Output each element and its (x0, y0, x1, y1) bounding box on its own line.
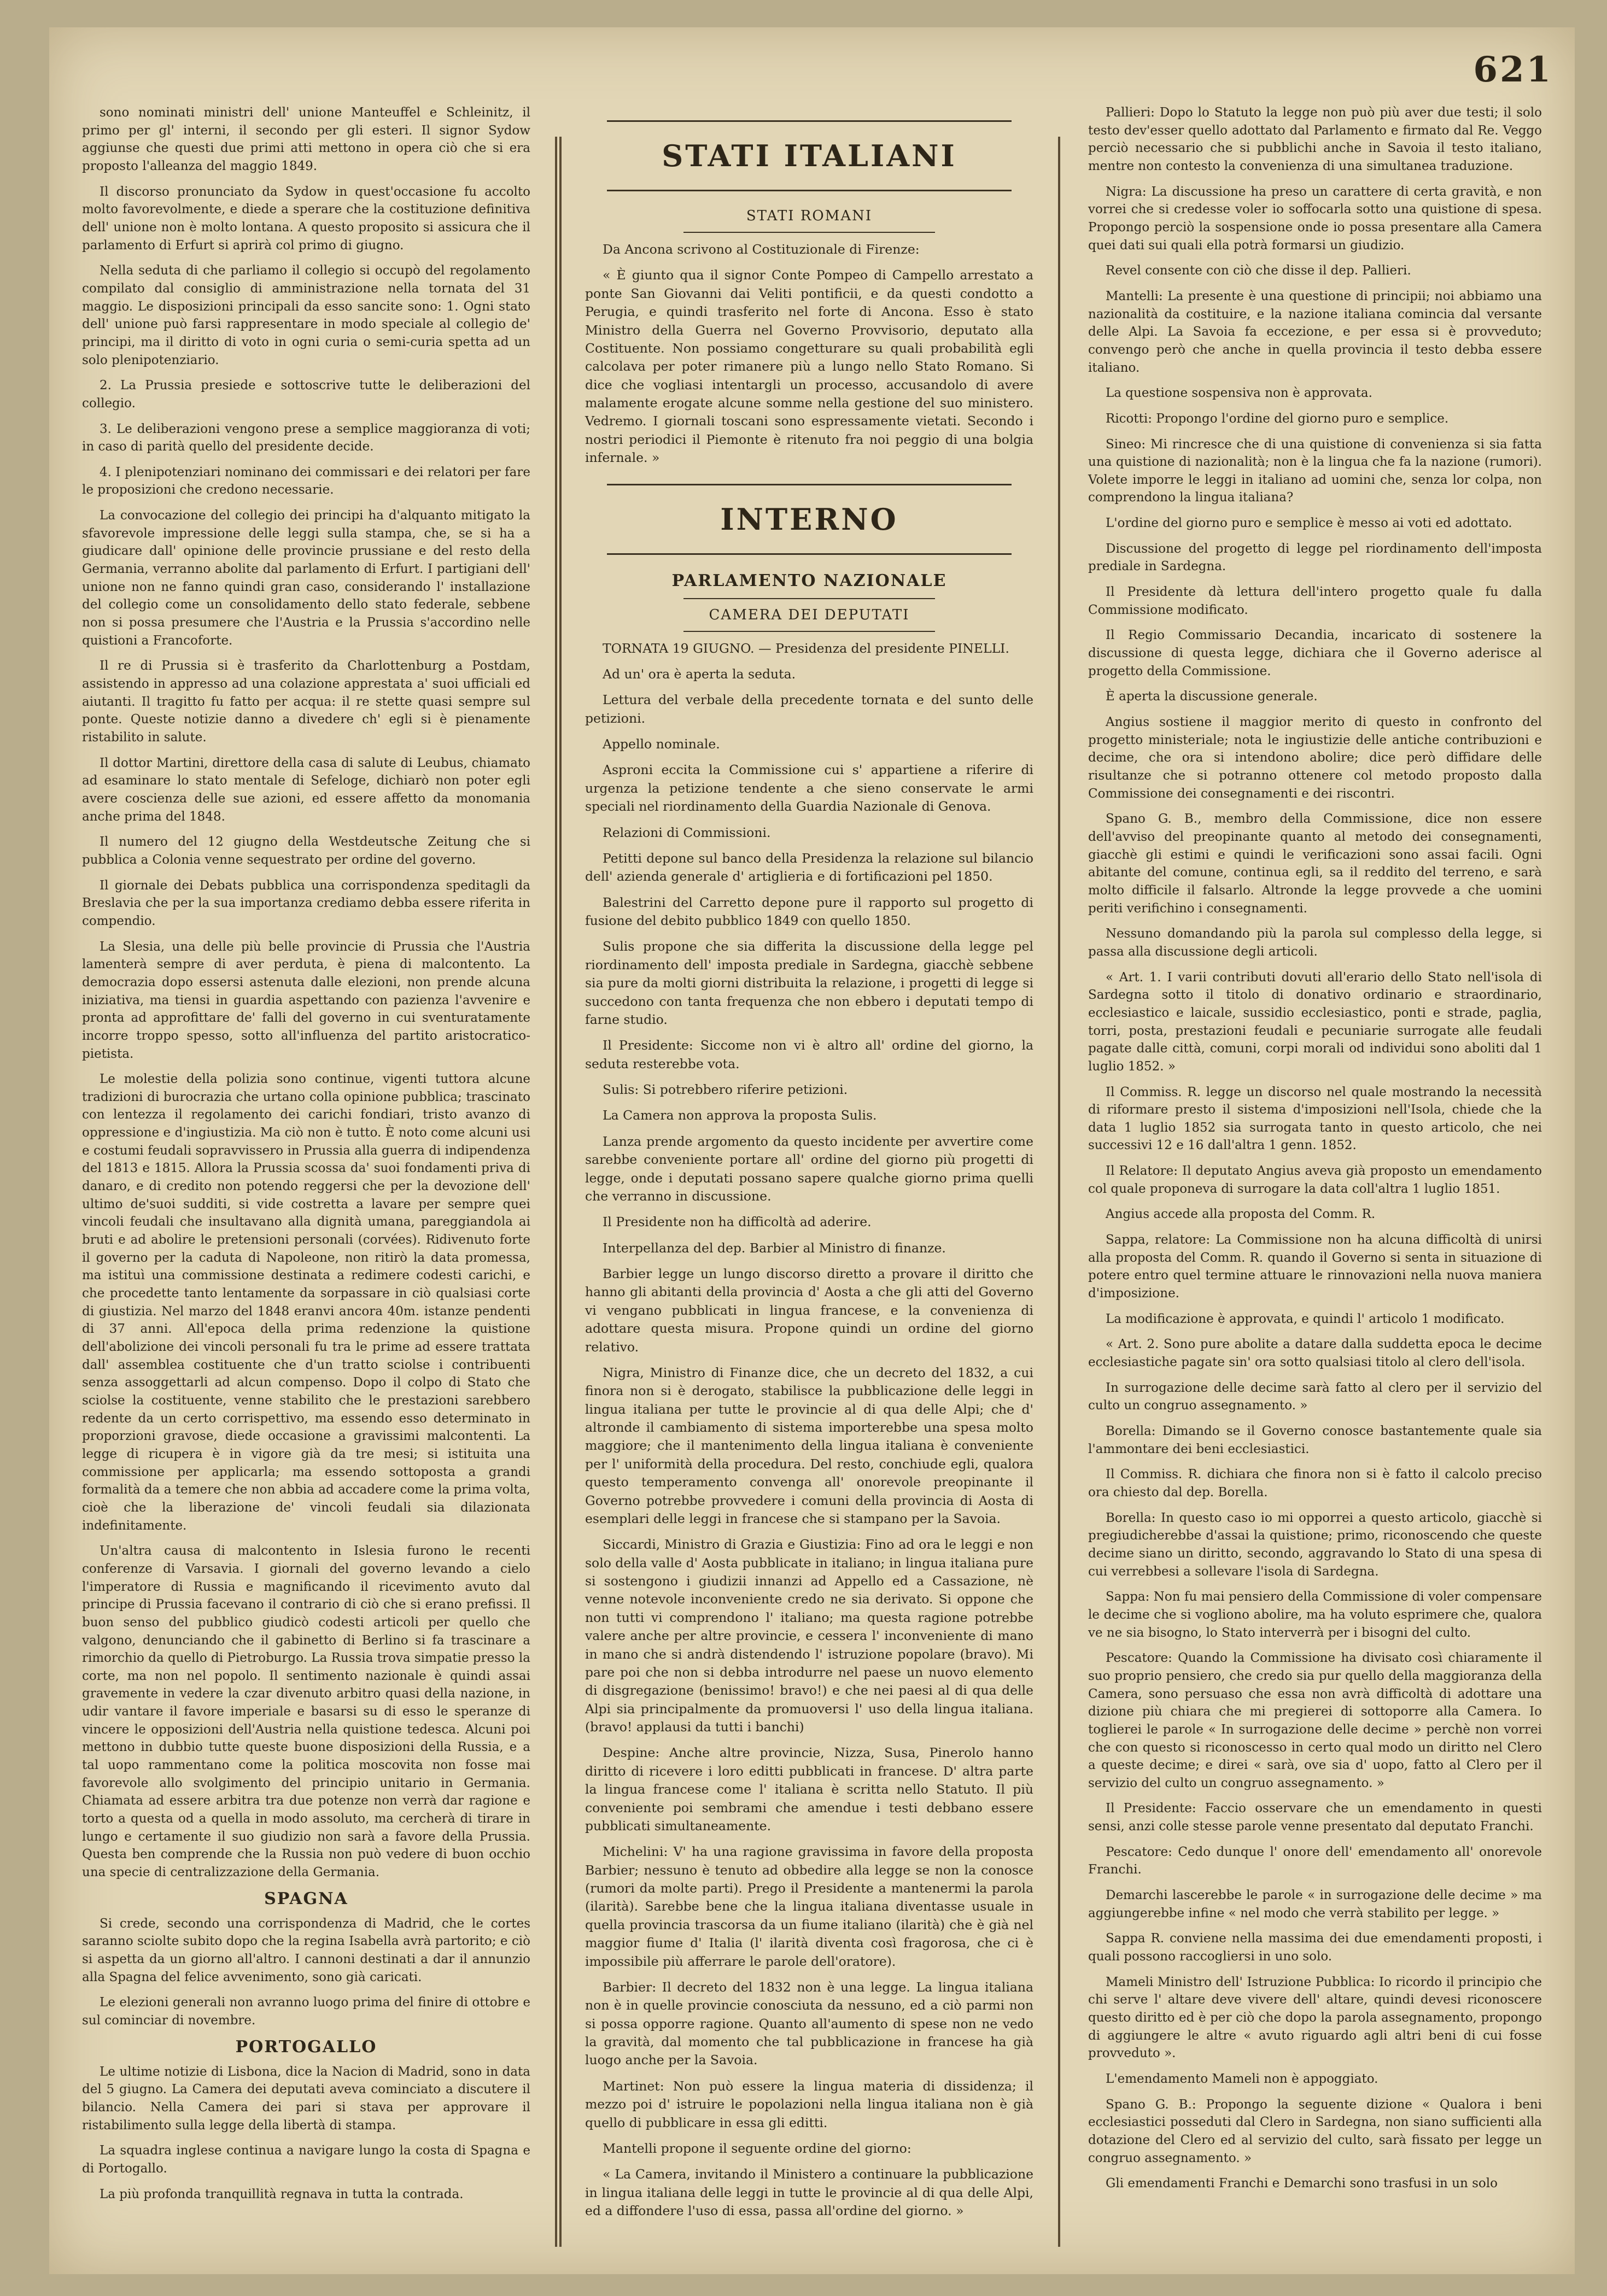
article-paragraph: La modificazione è approvata, e quindi l' articolo 1 modificato. (1106, 1311, 1505, 1326)
article-paragraph: Nella seduta di che parliamo il collegio si occupò del regolamento compilato dal consiglio di amministrazione nella tornata del 31 maggio. Le disposizioni principali da esso sancite sono: 1. Ogni stato dell' unione può farsi rappresentare in modo speciale al collegio de' principi, ma il diritto di voto in ogni curia o semi-curia spetta ad un solo plenipotenziario. (82, 263, 530, 367)
section-stati-romani: STATI ROMANI (746, 208, 873, 224)
article-paragraph: Lettura del verbale della precedente tornata e del sunto delle petizioni. (585, 692, 1033, 726)
article-paragraph: L'emendamento Mameli non è appoggiato. (1106, 2072, 1378, 2086)
article-paragraph: Balestrini del Carretto depone pure il rapporto sul progetto di fusione del debito pubblico 1849 con quello 1850. (585, 894, 1033, 928)
article-paragraph: Discussione del progetto di legge pel riordinamento dell'imposta prediale in Sardegna. (1088, 541, 1542, 574)
right-column (1088, 104, 1542, 2200)
article-paragraph: Ad un' ora è aperta la seduta. (603, 666, 796, 682)
article-paragraph: Da Ancona scrivono al Costituzionale di Firenze: (603, 242, 920, 257)
article-paragraph: Gli emendamenti Franchi e Demarchi sono trasfusi in un solo (1106, 2176, 1498, 2191)
article-paragraph: Le ultime notizie di Lisbona, dice la Nacion di Madrid, sono in data del 5 giugno. La Camera dei deputati aveva cominciato a discutere il bilancio. Nella Camera dei pari si stava per approvare il ristabilimento sulla legge della libertà di stampa. (82, 2064, 530, 2133)
article-paragraph: « È giunto qua il signor Conte Pompeo di Campello arrestato a ponte San Giovanni dai Veliti pontificii, e da questi condotto a Perugia, e quindi trasferito nel forte di Ancona. Esso è stato Ministro della Guerra nel Governo Provvisorio, deputato alla Costituente. Non possiamo congetturare su quali probabilità egli calcolava per poter rimanere più a lungo nello Stato Romano. Si dice che vogliasi intentargli un processo, accusandolo di avere malamente erogate alcune somme nella gestione del suo ministero. Vedremo. I giornali toscani sono espressamente vietati. Secondo i nostri periodici il Piemonte è ritenuto fra noi peggio di una bolgia infernale. » (585, 267, 1033, 466)
article-paragraph: Siccardi, Ministro di Grazia e Giustizia: Fino ad ora le leggi e non solo della valle d' Aosta pubblicate in italiano; in lingua italiana pure si sostengono i giudizii innanzi ad Appello ed a Cassazione, nè venne notevole inconveniente credo ne sia derivato. Si oppone che non tutti vi comprendono l' italiano; ma questa ragione potrebbe valere anche per altre provincie, e cessera l' inconveniente di mano in mano che si andrà distendendo l' istruzione popolare (bravo). Mi pare poi che non si debba introdurre nel paese un nuovo elemento di disgregazione (benissimo! bravo!) e che nei paesi al di qua delle Alpi sia principalmente da promuoversi l' uso della lingua italiana. (bravo! applausi da tutti i banchi) (585, 1537, 1033, 1735)
tornata-line: TORNATA 19 GIUGNO. — Presidenza del presidente PINELLI. (603, 640, 1009, 656)
article-paragraph: Barbier legge un lungo discorso diretto a provare il diritto che hanno gli abitanti della provincia d' Aosta a che gli atti del Governo vi vengano pubblicati in lingua francese, e la convenienza di adottare questa misura. Propone quindi un ordine del giorno relativo. (585, 1266, 1033, 1355)
article-paragraph: La Slesia, una delle più belle provincie di Prussia che l'Austria lamenterà sempre di aver perduta, è piena di malcontento. La democrazia dopo essersi astenuta dalle elezioni, non prende alcuna iniziativa, ma tiensi in guardia aspettando con pazienza l'avvenire e pronta ad approfittare de' falli del governo in cui sventuratamente incorre troppo spesso, sotto all'influenza del partito aristocratico-pietista. (82, 939, 530, 1061)
article-paragraph: Il Presidente non ha difficoltà ad aderire. (603, 1214, 872, 1230)
section-parlamento: PARLAMENTO NAZIONALE (671, 571, 947, 590)
rule (607, 484, 1012, 485)
section-portogallo: PORTOGALLO (235, 2037, 377, 2057)
article-paragraph: Interpellanza del dep. Barbier al Ministro di finanze. (603, 1240, 946, 1256)
article-paragraph: Sappa: Non fu mai pensiero della Commissione di voler compensare le decime che si vogliono abolire, ma ha voluto esprimere che, qualora ve ne sia bisogno, lo Stato interverrà per i bisogni del culto. (1088, 1590, 1542, 1640)
article-paragraph: Borella: In questo caso io mi opporrei a questo articolo, giacchè si pregiudicherebbe d'assai la quistione; primo, riconoscendo che queste decime siano un diritto, secondo, aggravando lo Stato di una spesa di cui verrebbesi a sollevare l'isola di Sardegna. (1088, 1510, 1542, 1579)
article-paragraph: Le molestie della polizia sono continue, vigenti tuttora alcune tradizioni di burocrazia che urtano colla opinione pubblica; trascinato con lentezza il regolamento dei carichi fondiari, tristo avanzo di oppressione e d'ingiustizia. Ma ciò non è tutto. È noto come alcuni usi e costumi feudali sopravvissero in Prussia alla guerra di indipendenza del 1813 e 1815. Allora la Prussia scossa da' suoi fondamenti priva di danaro, e di credito non potendo reggersi che per la devozione dell' ultimo de'suoi sudditi, si vide costretta a lavare per sempre quei vincoli feudali che insultavano alla dignità umana, pareggiandola ai bruti e ad abolire le pretensioni personali (corvées). Ridivenuto forte il governo per la caduta di Napoleone, non ritirò la data promessa, ma istituì una commissione destinata a redimere codesti carichi, e che procedette tanto lentamente da sorpassare in ciò qualsiasi corte di giustizia. Nel marzo del 1848 eranvi ancora 40m. istanze pendenti di 37 anni. All'epoca della prima redenzione la quistione dell'abolizione dei vincoli personali fu tra le prime ad essere trattata dall' assemblea costituente che d'un tratto sciolse i contribuenti senza assoggettarli ad alcun compenso. Dopo il colpo di Stato che sciolse la costituente, venne stabilito che le prestazioni sarebbero redente da un certo corrispettivo, ma essendo esso determinato in proporzioni gravose, diede occasione a gravissimi malcontenti. La legge di ricupera è in vigore già da tre mesi; si istituita una commissione per applicarla; ma essendo sottoposta a grandi formalità da a temere che non abbia ad accadere come la prima volta, cioè che la liberazione de' vincoli feudali sia dilazionata indefinitamente. (82, 1072, 530, 1533)
article-paragraph: Il dottor Martini, direttore della casa di salute di Leubus, chiamato ad esaminare lo stato mentale di Sefeloge, dichiarò non poter egli avere coscienza delle sue azioni, ed essere affetto da monomania anche prima del 1848. (82, 755, 530, 824)
article-paragraph: Borella: Dimando se il Governo conosce bastantemente quale sia l'ammontare dei beni ecclesiastici. (1088, 1424, 1542, 1456)
article-paragraph: La squadra inglese continua a navigare lungo la costa di Spagna e di Portogallo. (82, 2143, 530, 2176)
section-interno: INTERNO (720, 501, 898, 537)
article-paragraph: Ricotti: Propongo l'ordine del giorno puro e semplice. (1106, 411, 1449, 426)
article-paragraph: 2. La Prussia presiede e sottoscrive tutte le deliberazioni del collegio. (82, 378, 530, 411)
article-paragraph: « La Camera, invitando il Ministero a continuare la pubblicazione in lingua italiana delle leggi in tutte le provincie al di qua delle Alpi, ed a diffondere l'uso di essa, passa all'ordine del giorno. » (585, 2166, 1033, 2218)
article-paragraph: « Art. 1. I varii contributi dovuti all'erario dello Stato nell'isola di Sardegna sotto il titolo di donativo ordinario e straordinario, ecclesiastico e laicale, sussidio ecclesiastico, ponti e strade, paglia, torri, posta, prestazioni feudali e pecuniarie surrogate alle feudali pagate dalle città, comuni, corpi morali od individui sono aboliti dal 1 luglio 1852. » (1088, 970, 1542, 1074)
rule (683, 631, 935, 632)
article-paragraph: Spano G. B., membro della Commissione, dice non essere dell'avviso del preopinante quanto al metodo dei consegnamenti, giacchè gli estimi e quindi le verificazioni sono assai facili. Ogni abitante del comune, continua egli, sa il reddito del terreno, e sarà molto difficile il falsarlo. Altronde la legge provvede a che uomini periti verifichino i consegnamenti. (1088, 812, 1542, 916)
article-paragraph: Relazioni di Commissioni. (603, 824, 771, 840)
rule (683, 598, 935, 599)
article-paragraph: L'ordine del giorno puro e semplice è messo ai voti ed adottato. (1106, 516, 1512, 531)
article-paragraph: La questione sospensiva non è approvata. (1106, 386, 1372, 401)
article-paragraph: Il discorso pronunciato da Sydow in quest'occasione fu accolto molto favorevolmente, e diede a sperare che la costituzione definitiva dell' unione non è molto lontana. A questo proposito si assicura che il parlamento di Erfurt si aprirà col primo di giugno. (82, 184, 530, 253)
article-paragraph: La più profonda tranquillità regnava in tutta la contrada. (100, 2187, 464, 2201)
article-paragraph: Mantelli propone il seguente ordine del giorno: (603, 2140, 911, 2156)
article-paragraph: Revel consente con ciò che disse il dep. Pallieri. (1106, 263, 1411, 278)
article-paragraph: Il Relatore: Il deputato Angius aveva già proposto un emendamento col quale proponeva di surrogare la data coll'altra 1 luglio 1851. (1088, 1164, 1542, 1196)
article-paragraph: Spano G. B.: Propongo la seguente dizione « Qualora i beni ecclesiastici posseduti dal Clero in Sardegna, non siano sufficienti alla dotazione del Clero ed al servizio del culto, sarà fissato per legge un congruo assegnamento. » (1088, 2097, 1542, 2165)
article-paragraph: Sulis propone che sia differita la discussione della legge pel riordinamento dell' imposta prediale in Sardegna, giacchè sebbene sia pure da molti giorni distribuita la relazione, i progetti di legge si succedono con tanta frequenza che non ebbero i deputati tempo di farne studio. (585, 939, 1033, 1027)
article-paragraph: Il Commiss. R. legge un discorso nel quale mostrando la necessità di riformare presto il sistema d'imposizioni nell'Isola, chiede che la data 1 luglio 1852 sia surrogata tanto in questo articolo, che nei successivi 12 e 16 dall'altra 1 genn. 1852. (1088, 1085, 1542, 1153)
middle-column (585, 104, 1033, 2228)
article-paragraph: Sappa, relatore: La Commissione non ha alcuna difficoltà di unirsi alla proposta del Comm. R. quando il Governo si senta in situazione di potere entro quel termine attuare le rinnovazioni nella nuova maniera d'imposizione. (1088, 1233, 1542, 1301)
article-paragraph: Sineo: Mi rincresce che di una quistione di convenienza si sia fatta una quistione di nazionalità; non è la lingua che fa la nazione (rumori). Volete imporre le leggi in italiano ad uomini che, senza lor colpa, non comprendono la lingua italiana? (1088, 437, 1542, 505)
article-paragraph: Il Regio Commissario Decandia, incaricato di sostenere la discussione di questa legge, dichiara che il Governo aderisce al progetto della Commissione. (1088, 628, 1542, 678)
article-paragraph: Il numero del 12 giugno della Westdeutsche Zeitung che si pubblica a Colonia venne sequestrato per ordine del governo. (82, 835, 530, 867)
article-paragraph: Asproni eccita la Commissione cui s' appartiene a riferire di urgenza la petizione tendente a che sieno conservate le armi speciali nel riordinamento della Guardia Nazionale di Genova. (585, 762, 1033, 815)
article-paragraph: Michelini: V' ha una ragione gravissima in favore della proposta Barbier; nessuno è tenuto ad obbedire alla legge se non la conosce (rumori da molte parti). Prego il Presidente a mantenermi la parola (ilarità). Sarebbe bene che la lingua italiana diventasse usuale in quella provincia trascorsa da un fiume italiano (ilarità) che è già nel maggior fiume d' Italia (l' ilarità diventa così fragorosa, che ci è impossibile più afferrare le parole dell'oratore). (585, 1844, 1033, 1969)
article-paragraph: 3. Le deliberazioni vengono prese a semplice maggioranza di voti; in caso di parità quello del presidente decide. (82, 421, 530, 454)
left-column (82, 104, 530, 2211)
article-paragraph: Il giornale dei Debats pubblica una corrispondenza speditagli da Breslavia che per la sua importanza crediamo debba essere riferita in compendio. (82, 878, 530, 928)
article-paragraph: La convocazione del collegio dei principi ha d'alquanto mitigato la sfavorevole impressione delle leggi sulla stampa, che, se si ha a giudicare dall' opinione delle provincie prussiane e del resto della Germania, verranno abolite dal parlamento di Erfurt. I partigiani dell' unione non ne fanno quindi gran caso, considerando l' installazione del collegio come un consolidamento dello stato federale, sebbene non si possa presumere che l'Austria e la Prussia s'accordino nelle quistioni a Francoforte. (82, 508, 530, 648)
article-paragraph: Nigra, Ministro di Finanze dice, che un decreto del 1832, a cui finora non si è derogato, stabilisce la pubblicazione delle leggi in lingua italiana per tutte le provincie al di qua delle Alpi; che d' altronde il cambiamento di sistema importerebbe una spesa molto maggiore; che il mantenimento della lingua italiana è conveniente per l' uniformità della procedura. Del resto, conchiude egli, qualora questo temperamento convenga all' onorevole preopinante il Governo potrebbe provvedere i comuni della provincia di Aosta di esemplari delle leggi in francese che si stampano per la Savoia. (585, 1364, 1033, 1526)
rule (683, 232, 935, 233)
article-paragraph: Il Presidente: Faccio osservare che un emendamento in questi sensi, anzi colle stesse parole venne presentato dal deputato Franchi. (1088, 1801, 1542, 1834)
article-paragraph: In surrogazione delle decime sarà fatto al clero per il servizio del culto un congruo assegnamento. » (1088, 1380, 1542, 1413)
article-paragraph: Si crede, secondo una corrispondenza di Madrid, che le cortes saranno sciolte subito dopo che la regina Isabella avrà partorito; e ciò si aspetta da un giorno all'altro. I cannoni destinati a dar il annunzio alla Spagna del felice avvenimento, sono già caricati. (82, 1916, 530, 1984)
article-paragraph: Martinet: Non può essere la lingua materia di dissidenza; il mezzo poi d' istruire le popolazioni nella lingua italiana non è già quello di pubblicare in essa gli editti. (585, 2078, 1033, 2130)
rule (607, 553, 1012, 555)
article-paragraph: Petitti depone sul banco della Presidenza la relazione sul bilancio dell' azienda generale d' artiglieria e di fortificazioni pel 1850. (585, 850, 1033, 885)
column-rule (1058, 137, 1060, 2247)
article-paragraph: « Art. 2. Sono pure abolite a datare dalla suddetta epoca le decime ecclesiastiche pagate sin' ora sotto qualsiasi titolo al clero dell'isola. (1088, 1337, 1542, 1370)
article-paragraph: Sulis: Si potrebbero riferire petizioni. (603, 1082, 848, 1097)
article-paragraph: Pescatore: Cedo dunque l' onore dell' emendamento all' onorevole Franchi. (1088, 1844, 1542, 1877)
article-paragraph: Il re di Prussia si è trasferito da Charlottenburg a Postdam, assistendo in appresso ad una colazione apprestata a' suoi ufficiali ed aiutanti. Il tragitto fu fatto per acqua: il re stette quasi sempre sul ponte. Queste notizie danno a divedere ch' egli si è pienamente ristabilito in salute. (82, 659, 530, 745)
section-spagna: SPAGNA (264, 1889, 348, 1908)
article-paragraph: Barbier: Il decreto del 1832 non è una legge. La lingua italiana non è in quelle provincie conosciuta da nessuno, ed a ciò parmi non si possa opporre ragione. Quanto all'aumento di spese non ne vedo la gravità, dal momento che tal pubblicazione in francese ha già luogo anche per la Savoia. (585, 1979, 1033, 2068)
article-paragraph: La Camera non approva la proposta Sulis. (603, 1108, 877, 1123)
article-paragraph: Sappa R. conviene nella massima dei due emendamenti proposti, i quali possono raccogliersi in uno solo. (1088, 1931, 1542, 1964)
article-paragraph: Pallieri: Dopo lo Statuto la legge non può più aver due testi; il solo testo dev'esser quello adottato dal Parlamento e firmato dal Re. Veggo perciò necessario che si pubblichi anche in Savoia il testo italiano, mentre non contesto la convenienza di una simultanea traduzione. (1088, 106, 1542, 173)
article-paragraph: Nigra: La discussione ha preso un carattere di certa gravità, e non vorrei che si credesse voler io soffocarla sotto una quistione di spesa. Propongo perciò la sospensione onde io possa presentare alla Camera quei dati sui quali ella potrà formarsi un giudizio. (1088, 184, 1542, 253)
article-paragraph: Lanza prende argomento da questo incidente per avvertire come sarebbe conveniente portare all' ordine del giorno più progetti di legge, onde i deputati possano sapere qualche giorno prima quelli che verranno in discussione. (585, 1133, 1033, 1204)
article-paragraph: Un'altra causa di malcontento in Islesia furono le recenti conferenze di Varsavia. I giornali del governo levando a cielo l'imperatore di Russia e magnificando il ricevimento avuto dal principe di Prussia facevano il contrario di ciò che si erano prefissi. Il buon senso del pubblico giudicò codesti articoli per quello che valgono, denunciando che il gabinetto di Berlino si fa trascinare a rimorchio da quello di Pietroburgo. La Russia trova simpatie presso la corte, ma non nel popolo. Il sentimento nazionale è quindi assai gravemente in vedere la czar divenuto arbitro quasi della nazione, in udir vantare il favore imperiale e basarsi su di esso le speranze di vincere le opposizioni dell'Austria nella quistione tedesca. Alcuni poi mettono in dubbio tutte queste buone disposizioni della Russia, e a tal uopo rammentano come la politica moscovita non fosse mai favorevole allo svolgimento del principio unitario in Germania. Chiamata ad essere arbitra tra due potenze non verrà dar ragione e torto a questa od a quella in modo assoluto, ma cercherà di tirare in lungo e certamente il suo giudizio non sarà a favore della Prussia. Questa ben comprende che la Russia non può vedere di buon occhio una specie di centralizzazione della Germania. (82, 1544, 530, 1880)
article-paragraph: Il Presidente dà lettura dell'intero progetto quale fu dalla Commissione modificato. (1088, 585, 1542, 617)
article-paragraph: Mantelli: La presente è una questione di principii; noi abbiamo una nazionalità da costituire, e la nazione italiana comincia dal versante delle Alpi. La Savoia fa eccezione, e per essa si è provveduto; convengo però che anche in quella provincia il testo debba essere italiano. (1088, 289, 1542, 375)
article-paragraph: 4. I plenipotenziari nominano dei commissari e dei relatori per fare le proposizioni che credono necessarie. (82, 465, 530, 497)
column-rule (555, 137, 557, 2247)
article-paragraph: Il Presidente: Siccome non vi è altro all' ordine del giorno, la seduta resterebbe vota. (585, 1038, 1033, 1071)
article-paragraph: sono nominati ministri dell' unione Manteuffel e Schleinitz, il primo per gl' interni, il secondo per gli esteri. Il signor Sydow aggiunse che questi due primi atti mettono in opera ciò che si era proposto l'alleanza del maggio 1849. (82, 106, 530, 173)
article-paragraph: Il Commiss. R. dichiara che finora non si è fatto il calcolo preciso ora chiesto dal dep. Borella. (1088, 1467, 1542, 1500)
article-paragraph: Angius sostiene il maggior merito di questo in confronto del progetto ministeriale; nota le ingiustizie delle antiche contribuzioni e decime, che ora si intendono abolire; dice però diffidare delle risultanze che si potranno ottenere col metodo proposto dalla Commissione dei consegnamenti e dei riscontri. (1088, 715, 1542, 801)
article-paragraph: Pescatore: Quando la Commissione ha divisato così chiaramente il suo proprio pensiero, che credo sia pur quello della maggioranza della Camera, sono persuaso che essa non avrà difficoltà di adottare una dizione più chiara che mi pregierei di sottoporre alla Camera. Io toglierei le parole « In surrogazione delle decime » perchè non vorrei che con questo si riconoscesso in certo qual modo un diritto nel Clero a queste decime; e direi « sarà, ove sia d' uopo, fatto al Clero per il servizio del culto un congruo assegnamento. » (1088, 1651, 1542, 1790)
section-stati-italiani: STATI ITALIANI (662, 138, 957, 173)
rule (607, 120, 1012, 122)
newspaper-page (49, 27, 1575, 2274)
article-paragraph: Despine: Anche altre provincie, Nizza, Susa, Pinerolo hanno diritto di ricevere i loro editti pubblicati in francese. D' altra parte la lingua francese come l' italiana è scritta nello Statuto. Il più conveniente poi sembrami che amendue i testi debbano essere pubblicati simultaneamente. (585, 1745, 1033, 1834)
page-number: 621 (1473, 49, 1553, 90)
article-paragraph: Angius accede alla proposta del Comm. R. (1106, 1207, 1376, 1222)
section-camera: CAMERA DEI DEPUTATI (709, 606, 910, 623)
article-paragraph: Mameli Ministro dell' Istruzione Pubblica: Io ricordo il principio che chi serve l' altare deve vivere dell' altare, quindi devesi riconoscere questo diritto ed è per ciò che dopo la parola assegnamento, propongo di aggiungere le altre « avuto riguardo agli altri beni di cui fosse provveduto ». (1088, 1975, 1542, 2061)
article-paragraph: Demarchi lascerebbe le parole « in surrogazione delle decime » ma aggiungerebbe infine « nel modo che verrà stabilito per legge. » (1088, 1888, 1542, 1920)
article-paragraph: Nessuno domandando più la parola sul complesso della legge, si passa alla discussione degli articoli. (1088, 927, 1542, 959)
article-paragraph: È aperta la discussione generale. (1106, 689, 1318, 704)
rule (607, 190, 1012, 191)
article-paragraph: Le elezioni generali non avranno luogo prima del finire di ottobre e sul cominciar di novembre. (82, 1995, 530, 2028)
article-paragraph: Appello nominale. (603, 736, 720, 752)
